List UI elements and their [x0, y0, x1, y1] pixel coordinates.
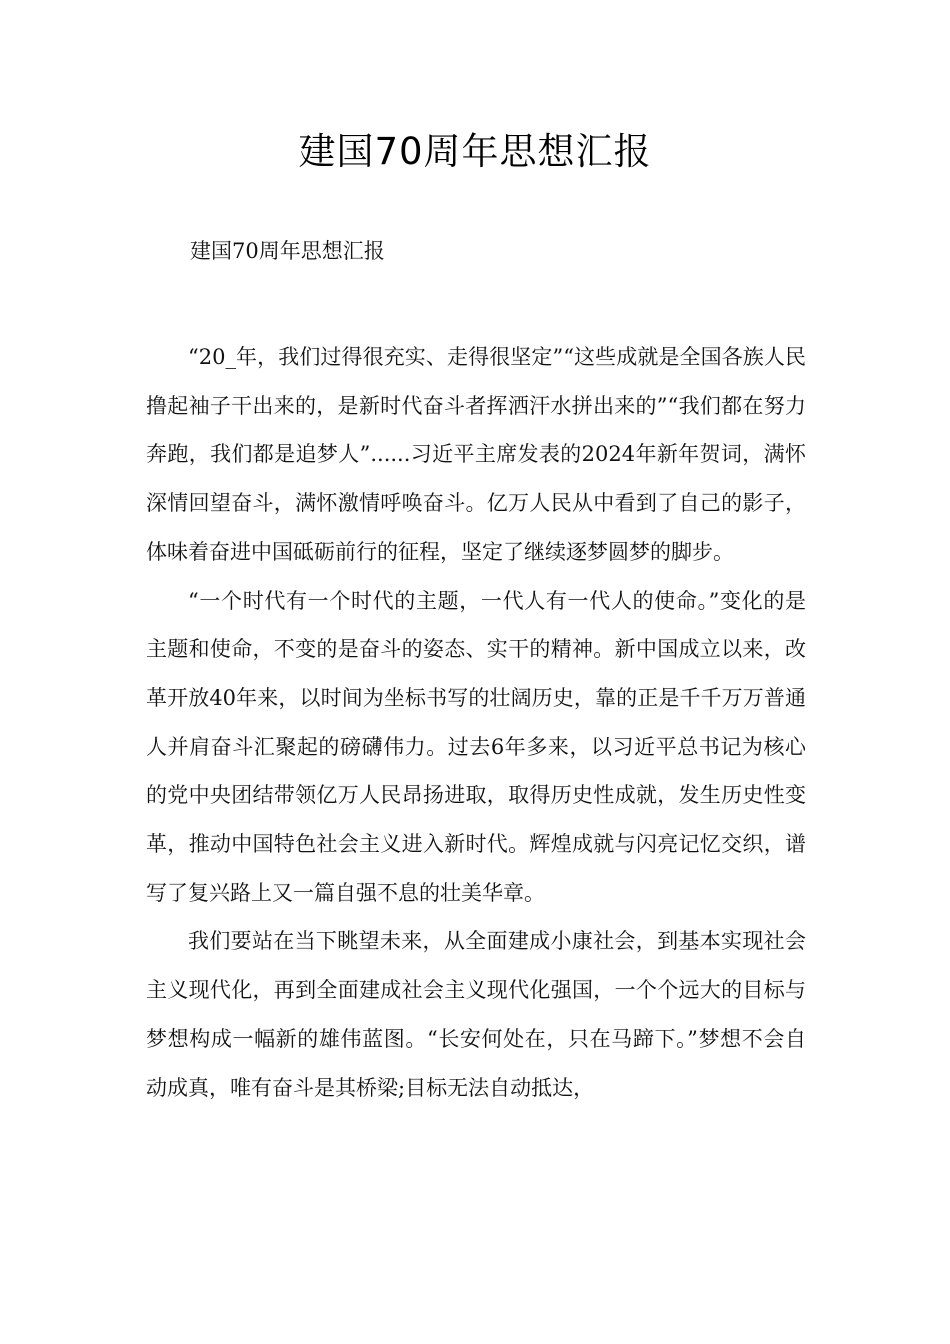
paragraph-3: 我们要站在当下眺望未来，从全面建成小康社会，到基本实现社会主义现代化，再到全面建成社会主义现代化强国，一个个远大的目标与梦想构成一幅新的雄伟蓝图。“长安何处在，只在马蹄下。”梦想不会自动成真，唯有奋斗是其桥梁;目标无法自动抵达，: [146, 929, 806, 1100]
document-subtitle: 建国70周年思想汇报: [190, 239, 385, 263]
document-body: [146, 333, 806, 1112]
paragraph-2: “一个时代有一个时代的主题，一代人有一代人的使命。”变化的是主题和使命，不变的是奋斗的姿态、实干的精神。新中国成立以来，改革开放40年来，以时间为坐标书写的壮阔历史，靠的正是千千万万普通人并肩奋斗汇聚起的磅礴伟力。过去6年多来，以习近平总书记为核心的党中央团结带领亿万人民昂扬进取，取得历史性成就，发生历史性变革，推动中国特色社会主义进入新时代。辉煌成就与闪亮记忆交织，谱写了复兴路上又一篇自强不息的壮美华章。: [146, 588, 806, 905]
paragraph-1: “20_年，我们过得很充实、走得很坚定”“这些成就是全国各族人民撸起袖子干出来的，是新时代奋斗者挥洒汗水拼出来的”“我们都在努力奔跑，我们都是追梦人”......习近平主席发表的2024年新年贺词，满怀深情回望奋斗，满怀激情呼唤奋斗。亿万人民从中看到了自己的影子，体味着奋进中国砥砺前行的征程，坚定了继续逐梦圆梦的脚步。: [146, 345, 806, 564]
document-title: 建国70周年思想汇报: [298, 130, 652, 173]
